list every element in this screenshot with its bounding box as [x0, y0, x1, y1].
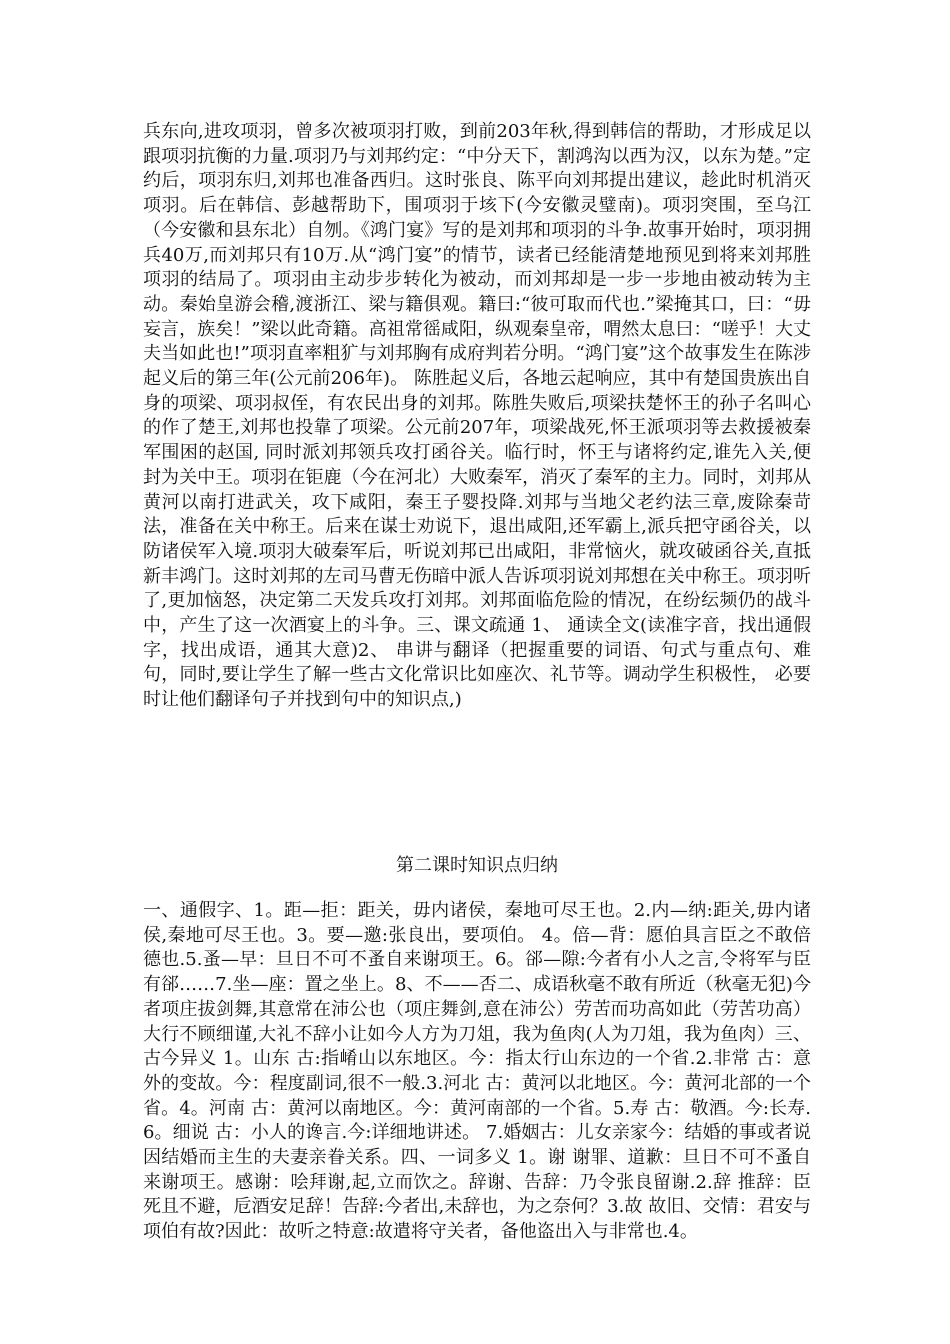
body-paragraph-knowledge-points: 一、通假字、1。距—拒：距关，毋内诸侯，秦地可尽王也。2.内—纳:距关,毋内诸侯,秦地可尽王也。3。要—邀:张良出，要项伯。 4。倍—背：愿伯具言臣之不敢倍德也.5.蚤—早：旦日不可不蚤自来谢项王。6。郤—隙:今者有小人之言,令将军与臣有郤……7.坐—座：置之坐上。8、不——否二、成语秋毫不敢有所近（秋毫无犯)今者项庄拔剑舞,其意常在沛公也（项庄舞剑,意在沛公）劳苦而功高如此（劳苦功高）大行不顾细谨,大礼不辞小让如今人方为刀俎，我为鱼肉(人为刀俎，我为鱼肉）三、古今异义 1。山东 古:指崤山以东地区。今：指太行山东边的一个省.2.非常 古：意外的变故。今：程度副词,很不一般.3.河北 古：黄河以北地区。今：黄河北部的一个省。4。河南 古：黄河以南地区。今：黄河南部的一个省。5.寿 古：敬酒。今:长寿.6。细说 古：小人的谗言.今:详细地讲述。 7.婚姻古：儿女亲家今：结婚的事或者说因结婚而主生的夫妻亲眷关系。四、一词多义 1。谢 谢罪、道歉：旦日不可不蚤自来谢项王。感谢：哙拜谢,起,立而饮之。辞谢、告辞：乃令张良留谢.2.辞 推辞：臣死且不避，卮酒安足辞！告辞:今者出,未辞也，为之奈何？3.故 故旧、交情：君安与项伯有故?因此：故听之特意:故遣将守关者，备他盗出入与非常也.4。 [143, 900, 811, 1243]
document-page [143, 120, 811, 1319]
body-paragraph-history: 兵东向,进攻项羽，曾多次被项羽打败，到前203年秋,得到韩信的帮助，才形成足以跟项羽抗衡的力量.项羽乃与刘邦约定：“中分天下，割鸿沟以西为汉，以东为楚。”定约后，项羽东归,刘邦也准备西归。这时张良、陈平向刘邦提出建议，趁此时机消灭项羽。后在韩信、彭越帮助下，围项羽于垓下(今安徽灵璧南)。项羽突围，至乌江（今安徽和县东北）自刎。《鸿门宴》写的是刘邦和项羽的斗争.故事开始时，项羽拥兵40万,而刘邦只有10万.从“鸿门宴”的情节，读者已经能清楚地预见到将来刘邦胜项羽的结局了。项羽由主动步步转化为被动，而刘邦却是一步一步地由被动转为主动。秦始皇游会稽,渡浙江、梁与籍俱观。籍曰:“彼可取而代也.”梁掩其口，曰：“毋妄言，族矣！”梁以此奇籍。高祖常徭咸阳，纵观秦皇帝，喟然太息曰：“嗟乎！大丈夫当如此也!”项羽直率粗犷与刘邦胸有成府判若分明。“鸿门宴”这个故事发生在陈涉起义后的第三年(公元前206年)。 陈胜起义后，各地云起响应，其中有楚国贵族出自身的项梁、项羽叔侄，有农民出身的刘邦。陈胜失败后,项梁扶楚怀王的孙子名叫心的作了楚王,刘邦也投靠了项梁。公元前207年，项梁战死,怀王派项羽等去救援被秦军围困的赵国, 同时派刘邦领兵攻打函谷关。临行时，怀王与诸将约定,谁先入关,便封为关中王。项羽在钜鹿（今在河北）大败秦军，消灭了秦军的主力。同时，刘邦从黄河以南打进武关，攻下咸阳，秦王子婴投降.刘邦与当地父老约法三章,废除秦苛法，准备在关中称王。后来在谋士劝说下，退出咸阳,还军霸上,派兵把守函谷关，以防诸侯军入境.项羽大破秦军后，听说刘邦已出咸阳，非常恼火，就攻破函谷关,直抵新丰鸿门。这时刘邦的左司马曹无伤暗中派人告诉项羽说刘邦想在关中称王。项羽听了,更加恼怒，决定第二天发兵攻打刘邦。刘邦面临危险的情况，在纷纭频仍的战斗中，产生了这一次酒宴上的斗争。三、课文疏通 1、 通读全文(读准字音，找出通假字，找出成语，通其大意)2、 串讲与翻译（把握重要的词语、句式与重点句、难句，同时,要让学生了解一些古文化常识比如座次、礼节等。调动学生积极性， 必要时让他们翻译句子并找到句中的知识点,) [143, 121, 811, 711]
section-heading: 第二课时知识点归纳 [396, 855, 558, 876]
knowledge-section [143, 853, 811, 1319]
